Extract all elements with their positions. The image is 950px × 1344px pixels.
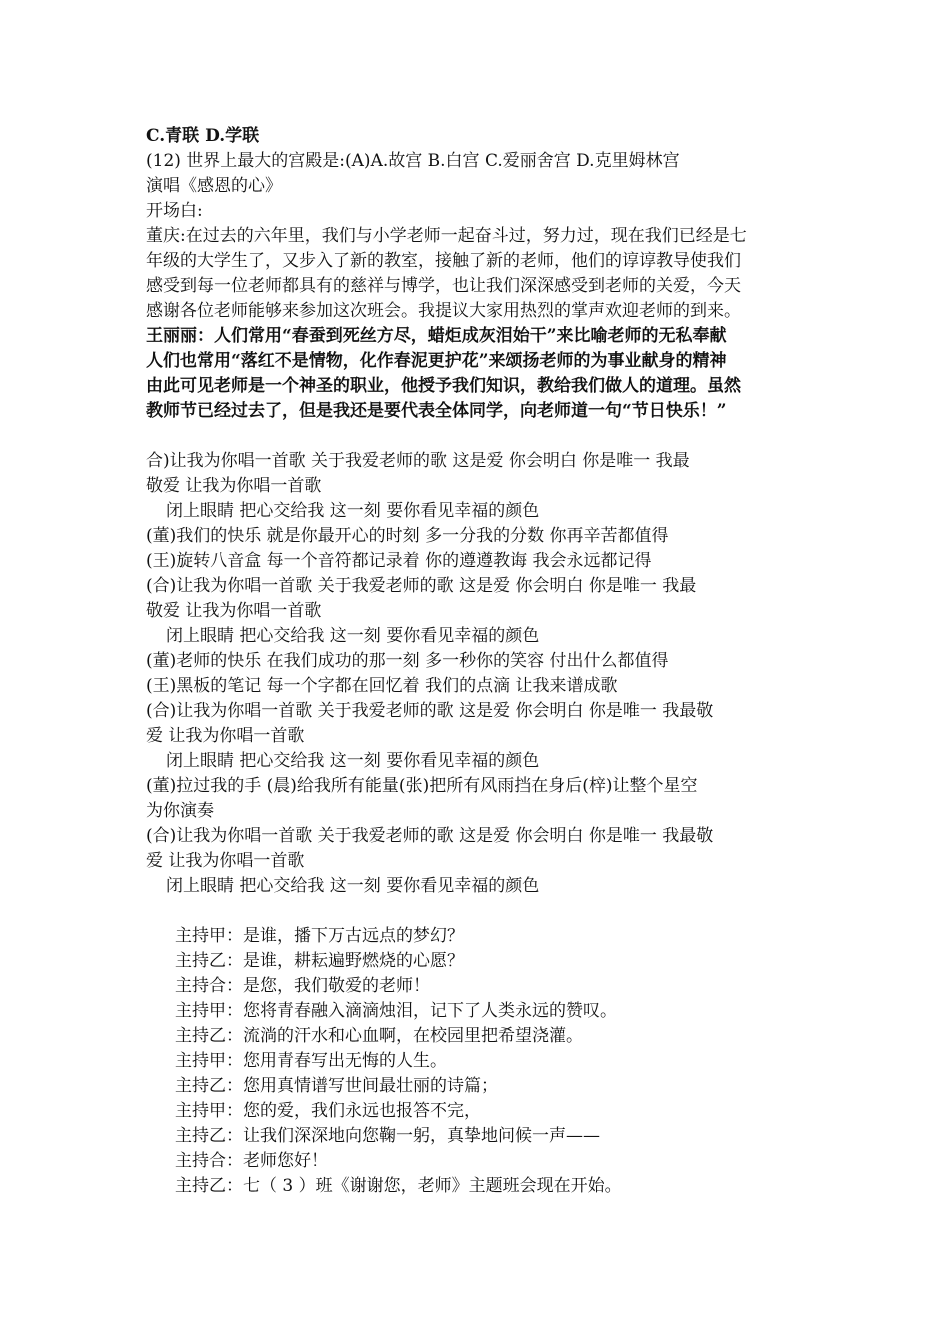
opening-label: 开场白: — [146, 201, 203, 221]
host-line: 主持合：是您，我们敬爱的老师！ — [175, 976, 430, 996]
lyric-line: 闭上眼睛 把心交给我 这一刻 要你看见幸福的颜色 — [166, 751, 540, 771]
lyric-line: (合)让我为你唱一首歌 关于我爱老师的歌 这是爱 你会明白 你是唯一 我最敬 — [146, 826, 714, 846]
song-title-line: 演唱《感恩的心》 — [146, 176, 282, 196]
options-cd-line: C.青联 D.学联 — [146, 126, 260, 146]
lyric-line: (董)老师的快乐 在我们成功的那一刻 多一秒你的笑容 付出什么都值得 — [146, 651, 669, 671]
host-line: 主持乙：七（ 3 ）班《谢谢您，老师》主题班会现在开始。 — [175, 1176, 622, 1196]
question-12-line: (12) 世界上最大的宫殿是:(A)A.故宫 B.白宫 C.爱丽舍宫 D.克里姆林宫 — [146, 151, 680, 171]
lyric-line: 为你演奏 — [146, 801, 214, 821]
wang-speech-line: 人们也常用“落红不是情物，化作春泥更护花”来颂扬老师的为事业献身的精神 — [146, 351, 727, 371]
host-line: 主持乙：您用真情谱写世间最壮丽的诗篇； — [175, 1076, 498, 1096]
wang-speech-line: 由此可见老师是一个神圣的职业，他授予我们知识，教给我们做人的道理。虽然 — [146, 376, 741, 396]
lyric-line: 闭上眼睛 把心交给我 这一刻 要你看见幸福的颜色 — [166, 876, 540, 896]
lyric-line: (合)让我为你唱一首歌 关于我爱老师的歌 这是爱 你会明白 你是唯一 我最敬 — [146, 701, 714, 721]
lyric-line: 合)让我为你唱一首歌 关于我爱老师的歌 这是爱 你会明白 你是唯一 我最 — [146, 451, 690, 471]
lyric-line: 爱 让我为你唱一首歌 — [146, 851, 305, 871]
lyric-line: (王)旋转八音盒 每一个音符都记录着 你的遵遵教诲 我会永远都记得 — [146, 551, 652, 571]
host-line: 主持乙：流淌的汗水和心血啊，在校园里把希望浇灌。 — [175, 1026, 583, 1046]
lyric-line: (王)黑板的笔记 每一个字都在回忆着 我们的点滴 让我来谱成歌 — [146, 676, 618, 696]
lyric-line: (合)让我为你唱一首歌 关于我爱老师的歌 这是爱 你会明白 你是唯一 我最 — [146, 576, 697, 596]
lyric-line: 闭上眼睛 把心交给我 这一刻 要你看见幸福的颜色 — [166, 501, 540, 521]
host-line: 主持合：老师您好！ — [175, 1151, 328, 1171]
lyric-line: (董)拉过我的手 (晨)给我所有能量(张)把所有风雨挡在身后(梓)让整个星空 — [146, 776, 698, 796]
lyric-line: 爱 让我为你唱一首歌 — [146, 726, 305, 746]
dong-speech-line: 年级的大学生了，又步入了新的教室，接触了新的老师，他们的谆谆教导使我们 — [146, 251, 741, 271]
wang-speech-line: 王丽丽：人们常用“春蚕到死丝方尽，蜡炬成灰泪始干”来比喻老师的无私奉献 — [146, 326, 727, 346]
host-line: 主持乙：是谁，耕耘遍野燃烧的心愿？ — [175, 951, 464, 971]
host-line: 主持甲：您的爱，我们永远也报答不完， — [175, 1101, 481, 1121]
host-line: 主持甲：您用青春写出无悔的人生。 — [175, 1051, 447, 1071]
dong-speech-line: 感谢各位老师能够来参加这次班会。我提议大家用热烈的掌声欢迎老师的到来。 — [146, 301, 741, 321]
lyric-line: (董)我们的快乐 就是你最开心的时刻 多一分我的分数 你再辛苦都值得 — [146, 526, 669, 546]
lyric-line: 敬爱 让我为你唱一首歌 — [146, 476, 322, 496]
dong-speech-line: 董庆:在过去的六年里，我们与小学老师一起奋斗过，努力过，现在我们已经是七 — [146, 226, 747, 246]
host-line: 主持甲：是谁，播下万古远点的梦幻？ — [175, 926, 464, 946]
wang-speech-line: 教师节已经过去了，但是我还是要代表全体同学，向老师道一句“节日快乐！” — [146, 401, 727, 421]
host-line: 主持甲：您将青春融入滴滴烛泪，记下了人类永远的赞叹。 — [175, 1001, 617, 1021]
dong-speech-line: 感受到每一位老师都具有的慈祥与博学，也让我们深深感受到老师的关爱，今天 — [146, 276, 741, 296]
host-line: 主持乙：让我们深深地向您鞠一躬，真挚地问候一声—— — [175, 1126, 600, 1146]
lyric-line: 闭上眼睛 把心交给我 这一刻 要你看见幸福的颜色 — [166, 626, 540, 646]
lyric-line: 敬爱 让我为你唱一首歌 — [146, 601, 322, 621]
